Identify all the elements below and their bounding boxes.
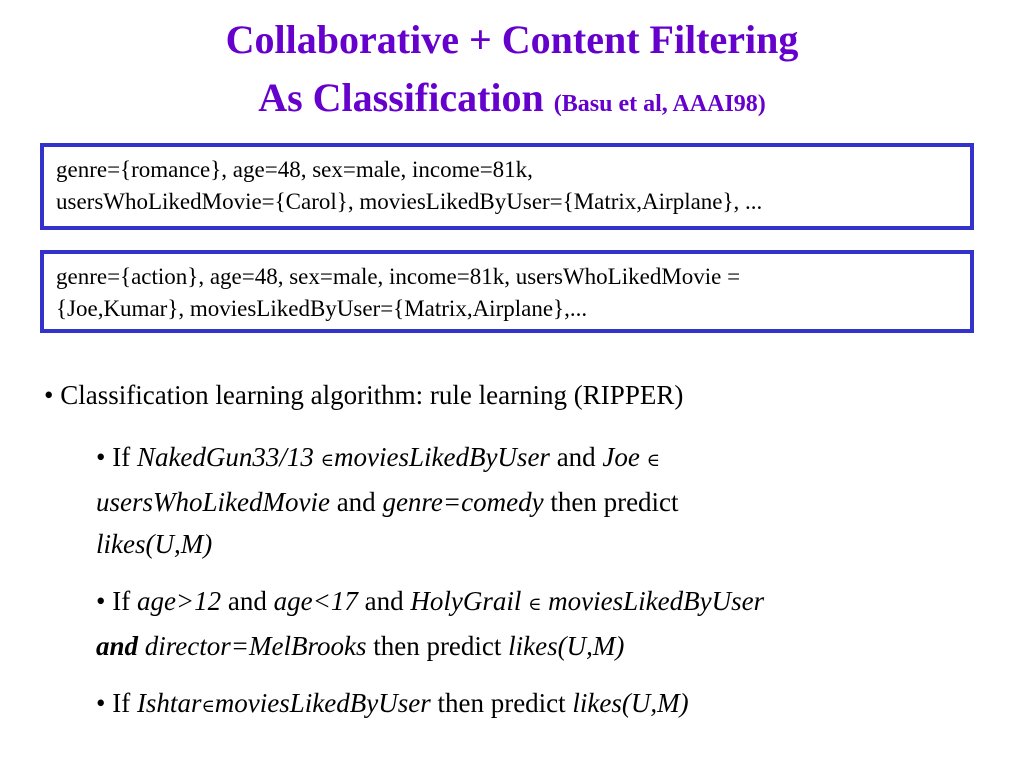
- bullet-rule-2: [96, 580, 976, 667]
- rule-term: likes(U,M): [572, 688, 689, 718]
- example-box-action: [40, 250, 974, 333]
- rule-emphasis: and: [96, 631, 139, 661]
- rule-term: moviesLikedByUser: [214, 688, 431, 718]
- example-line: usersWhoLikedMovie={Carol}, moviesLikedByUser={Matrix,Airplane}, ...: [56, 189, 763, 214]
- rule-term: Joe: [602, 442, 640, 472]
- rule-text: then predict: [543, 487, 679, 517]
- rule-text: and: [329, 487, 383, 517]
- rule-text: • If: [96, 688, 137, 718]
- rule-term: moviesLikedByUser: [548, 586, 765, 616]
- element-of-symbol: ∈: [528, 594, 542, 614]
- subtitle-text: As Classification: [258, 75, 544, 120]
- rule-term: usersWhoLikedMovie: [96, 487, 330, 517]
- rule-term: likes(U,M): [96, 529, 213, 559]
- rule-term: genre=comedy: [382, 487, 544, 517]
- slide-title: Collaborative + Content Filtering: [225, 17, 799, 62]
- rule-text: and: [221, 586, 274, 616]
- bullet-rule-1: [96, 436, 976, 565]
- element-of-symbol: ∈: [320, 450, 334, 470]
- rule-line: [96, 580, 976, 625]
- example-line: genre={romance}, age=48, sex=male, income=81k,: [56, 157, 533, 182]
- rule-line: [96, 682, 976, 727]
- rule-line: [96, 523, 976, 565]
- rule-line: [96, 481, 976, 523]
- rule-line: [96, 625, 976, 667]
- rule-term: NakedGun33/13: [136, 442, 314, 472]
- rule-term: director=MelBrooks: [144, 631, 367, 661]
- element-of-symbol: ∈: [646, 450, 660, 470]
- slide-subtitle: [0, 72, 1024, 130]
- element-of-symbol: ∈: [201, 696, 215, 716]
- rule-term: age<17: [273, 586, 358, 616]
- rule-text: • If: [96, 442, 137, 472]
- rule-term: moviesLikedByUser: [334, 442, 550, 472]
- rule-text: and: [549, 442, 603, 472]
- rule-text: and: [357, 586, 411, 616]
- example-line: genre={action}, age=48, sex=male, income=81k, usersWhoLikedMovie =: [56, 264, 741, 289]
- citation: (Basu et al, AAAI98): [553, 91, 766, 117]
- rule-term: HolyGrail: [410, 586, 522, 616]
- bullet-main: • Classification learning algorithm: rule learning (RIPPER): [44, 380, 684, 410]
- rule-term: Ishtar: [136, 688, 202, 718]
- rule-term: age>12: [136, 586, 222, 616]
- example-box-romance: [40, 143, 974, 230]
- rule-line: [96, 436, 976, 481]
- rule-term: likes(U,M): [508, 631, 625, 661]
- example-line: {Joe,Kumar}, moviesLikedByUser={Matrix,Airplane},...: [56, 296, 588, 321]
- rule-text: • If: [96, 586, 137, 616]
- bullet-rule-3: [96, 682, 976, 727]
- rule-text: then predict: [366, 631, 509, 661]
- rule-text: then predict: [430, 688, 573, 718]
